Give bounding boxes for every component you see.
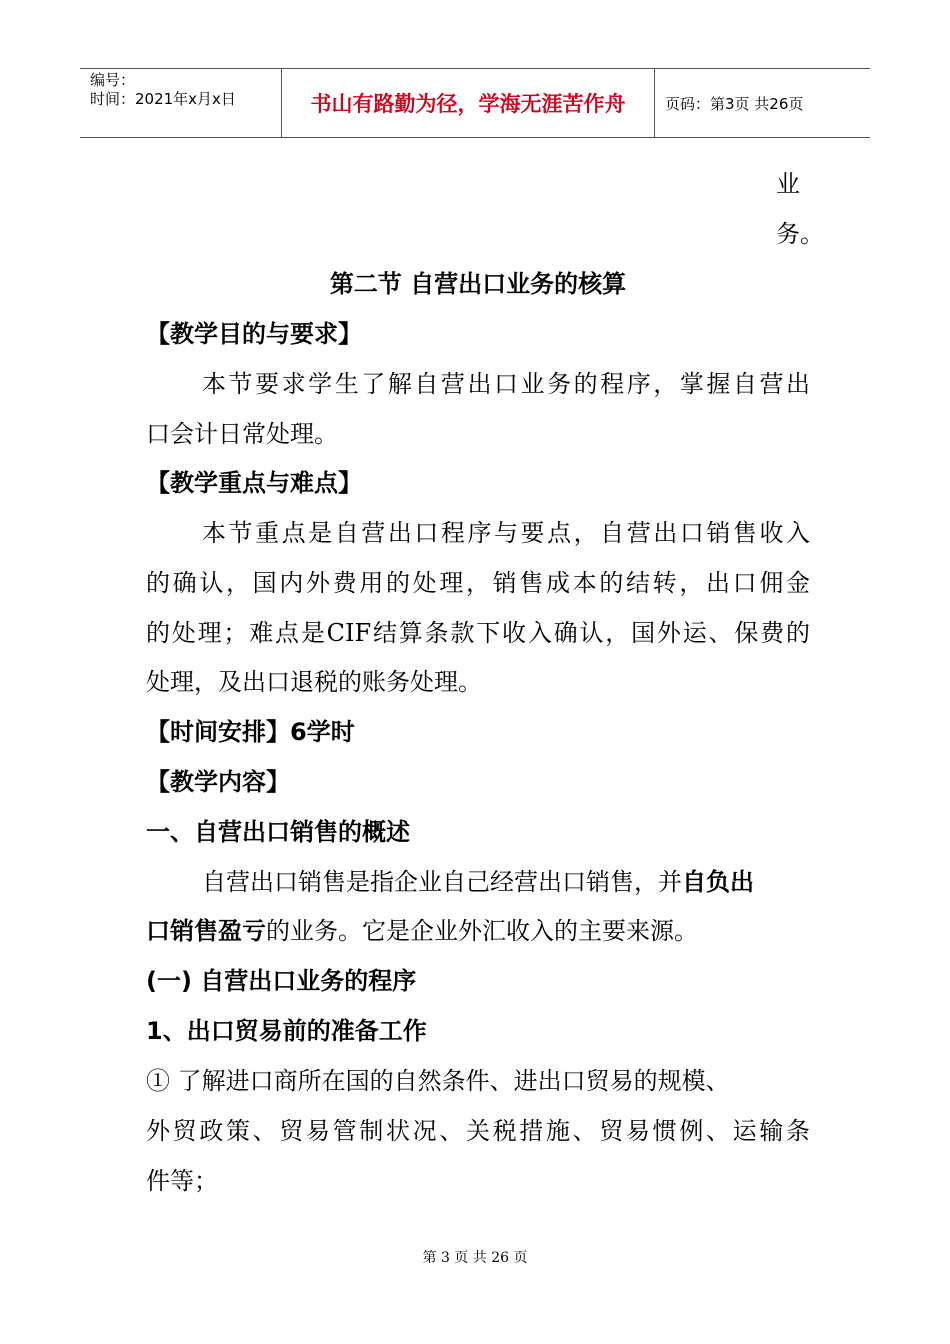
motto: 书山有路勤为径，学海无涯苦作舟 [282,69,655,137]
header-left-cell [80,69,282,137]
page-info: 页码：第3页 共26页 [665,94,804,113]
schedule: 【时间安排】6学时 [146,718,355,746]
part1-line-2 [146,916,810,946]
part1-line-2-emphasis: 口销售盈亏 [146,917,266,945]
section-title: 第二节 自营出口业务的核算 [329,270,627,298]
key-points-line-1: 本节重点是自营出口程序与要点，自营出口销售收入 [202,519,810,547]
objectives-line-2: 口会计日常处理。 [146,420,338,448]
part1-heading: 一、自营出口销售的概述 [146,818,410,846]
page-footer: 第 3 页 共 26 页 [422,1250,528,1266]
key-points-line-3: 的处理；难点是CIF结算条款下收入确认，国外运、保费的 [146,619,810,647]
content-heading: 【教学内容】 [146,768,290,796]
fragment-char-2: 务。 [776,220,824,248]
part1-line-1 [202,867,810,897]
objectives-heading: 【教学目的与要求】 [146,320,362,348]
part1-line-1-text: 自营出口销售是指企业自己经营出口销售，并 [202,868,682,896]
sub1-heading: (一) 自营出口业务的程序 [146,967,417,995]
item1-line-2: 外贸政策、贸易管制状况、关税措施、贸易惯例、运输条 [146,1117,810,1145]
part1-line-1-emphasis: 自负出 [682,868,754,896]
item1-line-3: 件等； [146,1167,218,1195]
sub1-1-heading: 1、出口贸易前的准备工作 [146,1017,427,1045]
key-points-heading: 【教学重点与难点】 [146,469,362,497]
number-label: 编号： [90,71,136,89]
key-points-line-2: 的确认，国内外费用的处理，销售成本的结转，出口佣金 [146,569,810,597]
header-table [80,68,870,138]
item1-line-1: ① 了解进口商所在国的自然条件、进出口贸易的规模、 [146,1067,730,1095]
fragment-char-1: 业 [776,170,800,198]
time-label: 时间：2021年x月x日 [90,90,236,108]
part1-line-2-text: 的业务。它是企业外汇收入的主要来源。 [266,917,698,945]
key-points-line-4: 处理，及出口退税的账务处理。 [146,668,482,696]
objectives-line-1: 本节要求学生了解自营出口业务的程序，掌握自营出 [202,370,810,398]
